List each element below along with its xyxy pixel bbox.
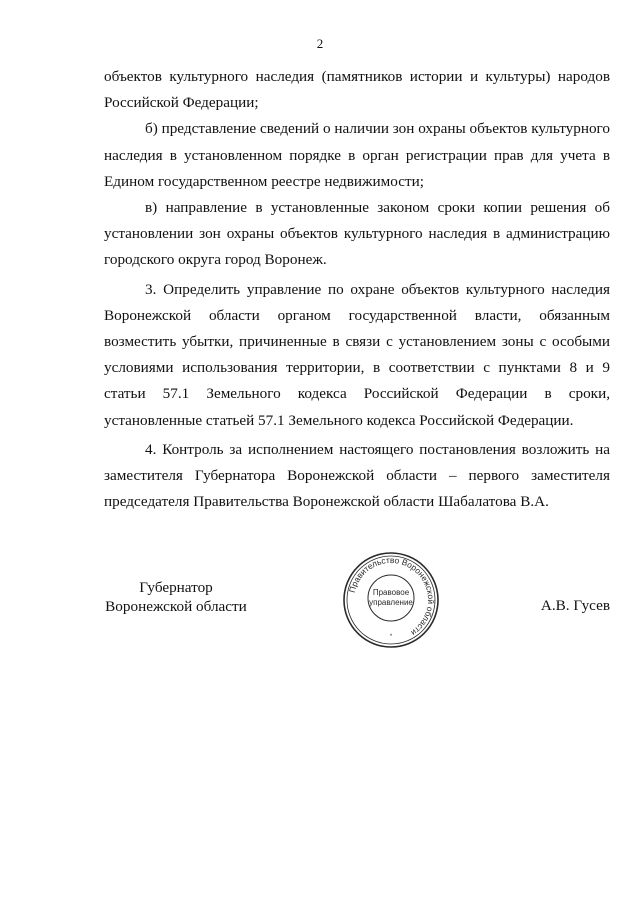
svg-text:Правительство Воронежской обла: Правительство Воронежской области bbox=[346, 554, 437, 639]
paragraph-point-4: 4. Контроль за исполнением настоящего постановления возложить на заместителя Губернатора Воронежской области – первого заместителя председателя Правительства Воронежской области Шабалатова В.А. bbox=[104, 440, 610, 511]
svg-text:*: * bbox=[389, 634, 393, 640]
paragraph-continuation: объектов культурного наследия (памятников истории и культуры) народов Российской Федерации; bbox=[104, 68, 610, 112]
page-number: 2 bbox=[316, 36, 324, 51]
paragraph-item-b: б) представление сведений о наличии зон охраны объектов культурного наследия в установленном порядке в орган регистрации прав для учета в Едином государственном реестре недвижимости; bbox=[104, 120, 610, 190]
signer-title-line-1: Губернатор bbox=[139, 579, 213, 596]
svg-text:Правовое: Правовое bbox=[372, 588, 410, 597]
document-body bbox=[104, 64, 610, 515]
paragraph-point-3: 3. Определить управление по охране объектов культурного наследия Воронежской области органом государственной власти, обязанным возместить убытки, причиненные в связи с установлением зоны с особыми условиями использования территории, в соответствии с пунктами 8 и 9 статьи 57.1 Земельного кодекса Российской Федерации в сроки, установленные статьей 57.1 Земельного кодекса Российской Федерации. bbox=[104, 280, 610, 429]
signer-title bbox=[96, 578, 256, 616]
svg-text:управление: управление bbox=[369, 598, 413, 607]
signer-name: А.В. Гусев bbox=[540, 597, 610, 614]
paragraph-item-v: в) направление в установленные законом сроки копии решения об установлении зон охраны объектов культурного наследия в администрацию городского округа город Воронеж. bbox=[104, 199, 610, 269]
official-stamp-icon bbox=[341, 550, 441, 650]
signer-title-line-2: Воронежской области bbox=[105, 598, 247, 615]
